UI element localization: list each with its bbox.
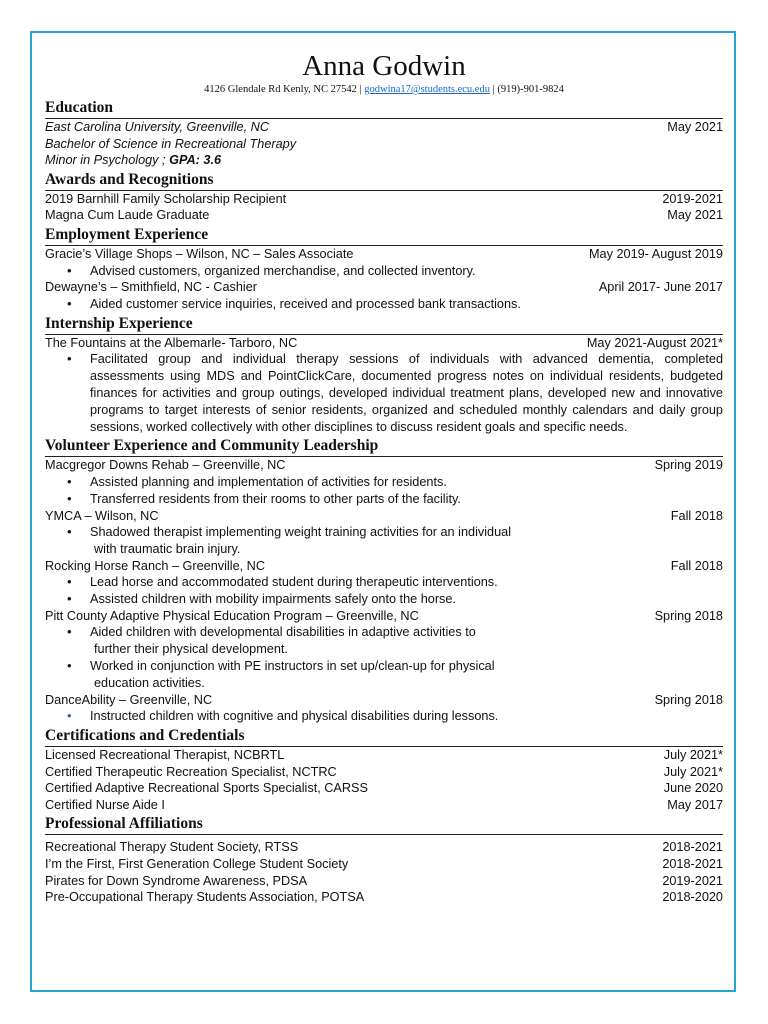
volunteer-name: DanceAbility – Greenville, NC xyxy=(45,692,213,707)
internship-row xyxy=(45,335,723,352)
affiliation-name: Pirates for Down Syndrome Awareness, PDSA xyxy=(45,873,308,888)
job-title: Dewayne’s – Smithfield, NC - Cashier xyxy=(45,280,258,295)
phone: (919)-901-9824 xyxy=(497,84,564,95)
certification-name: Certified Nurse Aide I xyxy=(45,797,165,812)
affiliation-row xyxy=(45,889,723,906)
certification-name: Licensed Recreational Therapist, NCBRTL xyxy=(45,748,285,763)
volunteer-bullet: • Transferred residents from their rooms to other parts of the facility. xyxy=(45,491,723,508)
job-date: April 2017- June 2017 xyxy=(598,280,723,295)
section-heading-volunteer: Volunteer Experience and Community Leadership xyxy=(45,437,723,457)
separator: | xyxy=(356,84,365,95)
affiliation-row xyxy=(45,856,723,873)
job-bullet: • Advised customers, organized merchandise, and collected inventory. xyxy=(45,263,723,280)
volunteer-name: Rocking Horse Ranch – Greenville, NC xyxy=(45,558,266,573)
section-heading-employment: Employment Experience xyxy=(45,226,723,246)
internship-bullet: • Facilitated group and individual therapy sessions of individuals with advanced dementia, completed assessments using MDS and PointClickCare, documented progress notes on individual residents, budgeted finances for activities and group outings, developed individual treatment plans, developed new and innovative programs to target interests of senior residents, organized and scheduled monthly calendars and daily group sessions, worked collectively with other disciplines to discuss resident goals and specific needs. xyxy=(45,351,723,435)
certification-row xyxy=(45,797,723,814)
internship-name: The Fountains at the Albemarle- Tarboro, NC xyxy=(45,335,298,350)
graduation-date: May 2021 xyxy=(667,120,723,134)
volunteer-date: Spring 2019 xyxy=(654,458,723,473)
section-heading-education: Education xyxy=(45,99,723,119)
award-name: 2019 Barnhill Family Scholarship Recipient xyxy=(45,191,287,206)
volunteer-bullet: • Assisted children with mobility impairments safely onto the horse. xyxy=(45,591,723,608)
certification-name: Certified Therapeutic Recreation Specialist, NCTRC xyxy=(45,764,337,779)
minor: Minor in Psychology ; xyxy=(45,153,166,168)
volunteer-date: Fall 2018 xyxy=(670,558,723,573)
award-row xyxy=(45,207,723,224)
school-name: East Carolina University, Greenville, NC xyxy=(45,120,269,134)
job-row xyxy=(45,246,723,263)
volunteer-duties xyxy=(45,474,723,508)
degree-row xyxy=(45,136,723,153)
certification-row xyxy=(45,747,723,764)
award-row xyxy=(45,191,723,208)
resume-name: Anna Godwin xyxy=(302,50,466,82)
certification-date: June 2020 xyxy=(663,781,723,796)
affiliation-row xyxy=(45,873,723,890)
certification-row xyxy=(45,764,723,781)
volunteer-row xyxy=(45,692,723,709)
certification-name: Certified Adaptive Recreational Sports Specialist, CARSS xyxy=(45,781,368,796)
section-heading-awards: Awards and Recognitions xyxy=(45,171,723,191)
affiliation-date: 2019-2021 xyxy=(662,873,723,888)
volunteer-duties xyxy=(45,574,723,608)
volunteer-duties xyxy=(45,524,723,541)
internship-duties xyxy=(45,351,723,435)
volunteer-bullet: • Instructed children with cognitive and physical disabilities during lessons. xyxy=(45,708,723,725)
volunteer-row xyxy=(45,608,723,625)
section-heading-affiliations: Professional Affiliations xyxy=(45,815,723,835)
volunteer-name: YMCA – Wilson, NC xyxy=(45,508,159,523)
internship-date: May 2021-August 2021* xyxy=(586,335,723,350)
volunteer-date: Fall 2018 xyxy=(670,508,723,523)
education-school-row xyxy=(45,119,723,136)
certification-date: May 2017 xyxy=(667,797,723,812)
certification-date: July 2021* xyxy=(663,748,723,763)
gpa: GPA: 3.6 xyxy=(169,153,222,168)
bullet-continuation: further their physical development. xyxy=(94,642,288,657)
minor-gpa xyxy=(45,152,221,169)
minor-row xyxy=(45,152,723,169)
volunteer-row xyxy=(45,508,723,525)
volunteer-row xyxy=(45,457,723,474)
volunteer-row xyxy=(45,558,723,575)
volunteer-date: Spring 2018 xyxy=(654,692,723,707)
resume-page xyxy=(45,50,723,906)
affiliation-date: 2018-2020 xyxy=(662,890,723,905)
separator: | xyxy=(489,84,498,95)
section-heading-certifications: Certifications and Credentials xyxy=(45,727,723,747)
job-duties xyxy=(45,263,723,280)
affiliation-name: Pre-Occupational Therapy Students Association, POTSA xyxy=(45,890,365,905)
award-date: May 2021 xyxy=(667,208,723,223)
degree: Bachelor of Science in Recreational Therapy xyxy=(45,136,297,151)
volunteer-duties xyxy=(45,658,723,675)
bullet-continuation: education activities. xyxy=(94,675,205,690)
volunteer-name: Pitt County Adaptive Physical Education Program – Greenville, NC xyxy=(45,608,419,623)
certification-date: July 2021* xyxy=(663,764,723,779)
certification-row xyxy=(45,780,723,797)
award-date: 2019-2021 xyxy=(662,191,723,206)
section-heading-internship: Internship Experience xyxy=(45,315,723,335)
volunteer-bullet: • Shadowed therapist implementing weight training activities for an individual xyxy=(45,524,723,541)
email-link[interactable]: godwina17@students.ecu.edu xyxy=(364,84,490,95)
job-bullet: • Aided customer service inquiries, received and processed bank transactions. xyxy=(45,296,723,313)
volunteer-bullet: • Lead horse and accommodated student during therapeutic interventions. xyxy=(45,574,723,591)
job-title: Gracie’s Village Shops – Wilson, NC – Sales Associate xyxy=(45,246,354,261)
award-name: Magna Cum Laude Graduate xyxy=(45,208,210,223)
contact-line xyxy=(45,83,723,97)
affiliation-name: I’m the First, First Generation College Student Society xyxy=(45,857,349,872)
volunteer-duties xyxy=(45,624,723,641)
volunteer-bullet: • Worked in conjunction with PE instructors in set up/clean-up for physical xyxy=(45,658,723,675)
affiliation-date: 2018-2021 xyxy=(662,857,723,872)
volunteer-name: Macgregor Downs Rehab – Greenville, NC xyxy=(45,458,286,473)
volunteer-bullet: • Assisted planning and implementation of activities for residents. xyxy=(45,474,723,491)
address: 4126 Glendale Rd Kenly, NC 27542 xyxy=(204,84,357,95)
job-row xyxy=(45,279,723,296)
affiliation-date: 2018-2021 xyxy=(662,840,723,855)
bullet-continuation: with traumatic brain injury. xyxy=(94,541,241,556)
volunteer-date: Spring 2018 xyxy=(654,608,723,623)
job-date: May 2019- August 2019 xyxy=(588,246,723,261)
volunteer-duties xyxy=(45,708,723,725)
job-duties xyxy=(45,296,723,313)
affiliation-name: Recreational Therapy Student Society, RTSS xyxy=(45,840,299,855)
volunteer-bullet: • Aided children with developmental disabilities in adaptive activities to xyxy=(45,624,723,641)
affiliation-row xyxy=(45,839,723,856)
